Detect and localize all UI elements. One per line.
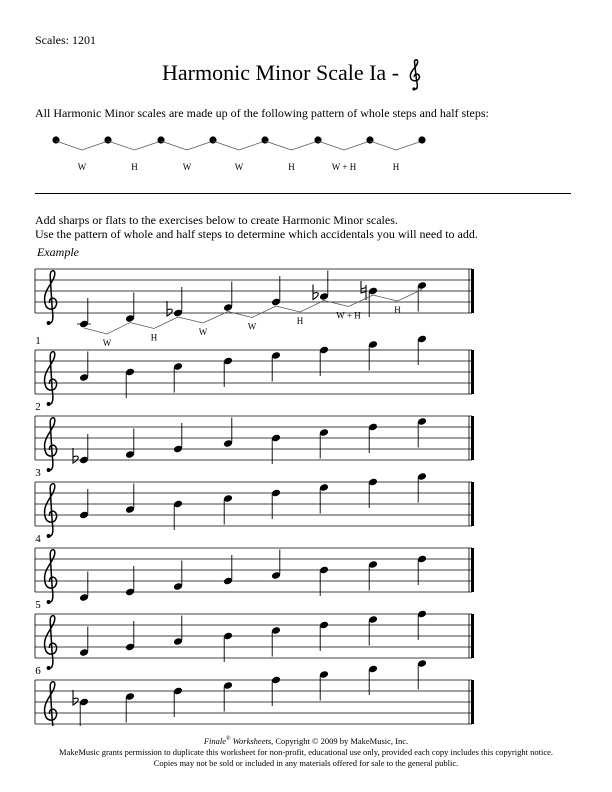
step-label: H	[296, 316, 304, 326]
footer-line-3: Copies may not be sold or included in any materials offered for sale to the general public.	[153, 757, 459, 768]
exercise-staff	[35, 599, 474, 670]
copyright-footer	[0, 734, 612, 769]
pattern-label: W	[234, 162, 244, 172]
natural-icon	[361, 281, 366, 300]
final-barline-thick	[471, 614, 474, 658]
flat-icon	[73, 690, 78, 705]
exercise-number: 3	[35, 467, 41, 479]
exercise-staff	[35, 467, 474, 538]
treble-clef-icon	[45, 682, 57, 726]
pattern-connector	[161, 141, 213, 150]
intro-text: All Harmonic Minor scales are made up of the following pattern of whole steps and half steps:	[35, 106, 489, 120]
exercise-number: 1	[35, 335, 41, 347]
pattern-label: W + H	[331, 162, 357, 172]
final-barline-thick	[471, 548, 474, 592]
flat-icon	[313, 285, 318, 300]
worksheet-code: Scales: 1201	[35, 33, 96, 47]
instruction-line-2: Use the pattern of whole and half steps to determine which accidentals you will need to add.	[35, 227, 478, 241]
pattern-label: W	[77, 162, 87, 172]
exercise-number: 4	[35, 533, 41, 545]
pattern-dot	[366, 136, 373, 143]
pattern-label: H	[288, 162, 295, 172]
music-exercises	[0, 240, 612, 726]
step-connector	[130, 317, 178, 329]
instruction-line-1: Add sharps or flats to the exercises below to create Harmonic Minor scales.	[35, 213, 398, 227]
flat-icon	[73, 448, 78, 463]
step-label: W + H	[336, 310, 361, 321]
exercise-staff	[35, 533, 474, 604]
exercise-number: 2	[35, 401, 41, 413]
final-barline-thick	[471, 482, 474, 526]
step-pattern-diagram	[40, 128, 440, 173]
title-text: Harmonic Minor Scale Ia -	[162, 60, 400, 85]
example-label: Example	[37, 245, 79, 259]
treble-clef-icon	[45, 616, 57, 668]
pattern-dot	[157, 136, 164, 143]
clef-dot	[47, 600, 51, 604]
pattern-label: H	[392, 162, 400, 172]
divider	[35, 193, 571, 194]
treble-clef-icon	[408, 58, 424, 92]
pattern-dot	[52, 136, 59, 143]
pattern-dot	[314, 136, 321, 143]
step-label: H	[394, 305, 401, 315]
final-barline-thick	[471, 416, 474, 460]
final-barline-thick	[471, 269, 474, 313]
pattern-connector	[318, 141, 370, 150]
pattern-dot	[261, 136, 268, 143]
pattern-dot	[209, 136, 216, 143]
clef-dot	[47, 468, 51, 472]
final-barline-thick	[471, 680, 474, 724]
step-connector	[228, 306, 276, 318]
pattern-dot	[104, 136, 111, 143]
exercise-staff	[35, 659, 474, 726]
pattern-connector	[370, 141, 422, 150]
pattern-connector	[56, 141, 108, 150]
pattern-connector	[265, 141, 318, 150]
final-barline-thick	[471, 350, 474, 394]
step-label: W	[247, 321, 257, 332]
clef-dot	[47, 666, 51, 670]
pattern-dot	[418, 136, 425, 143]
flat-icon	[167, 301, 172, 316]
treble-clef-icon	[45, 484, 57, 536]
exercise-staff	[35, 401, 474, 472]
treble-clef-icon	[45, 271, 57, 323]
pattern-connector	[108, 141, 161, 150]
exercise-staff	[35, 332, 474, 406]
treble-clef-icon	[45, 418, 57, 470]
clef-dot	[47, 321, 51, 325]
exercise-number: 6	[35, 665, 41, 677]
step-label: W	[102, 338, 112, 348]
example-staff	[35, 269, 474, 348]
treble-clef-icon	[45, 550, 57, 602]
step-label: H	[150, 332, 158, 343]
step-label: W	[198, 327, 208, 337]
clef-dot	[47, 402, 51, 406]
treble-clef-icon	[45, 352, 57, 404]
pattern-label: H	[131, 162, 138, 172]
clef-dot	[47, 534, 51, 538]
pattern-connector	[213, 141, 265, 150]
exercise-number: 5	[35, 599, 41, 611]
pattern-label: W	[182, 162, 192, 172]
footer-line-1: Finale® Worksheets, Copyright © 2009 by MakeMusic, Inc.	[203, 735, 409, 746]
footer-line-2: MakeMusic grants permission to duplicate this worksheet for non-profit, educational use only, provided each copy includes this copyright notice.	[59, 746, 553, 757]
